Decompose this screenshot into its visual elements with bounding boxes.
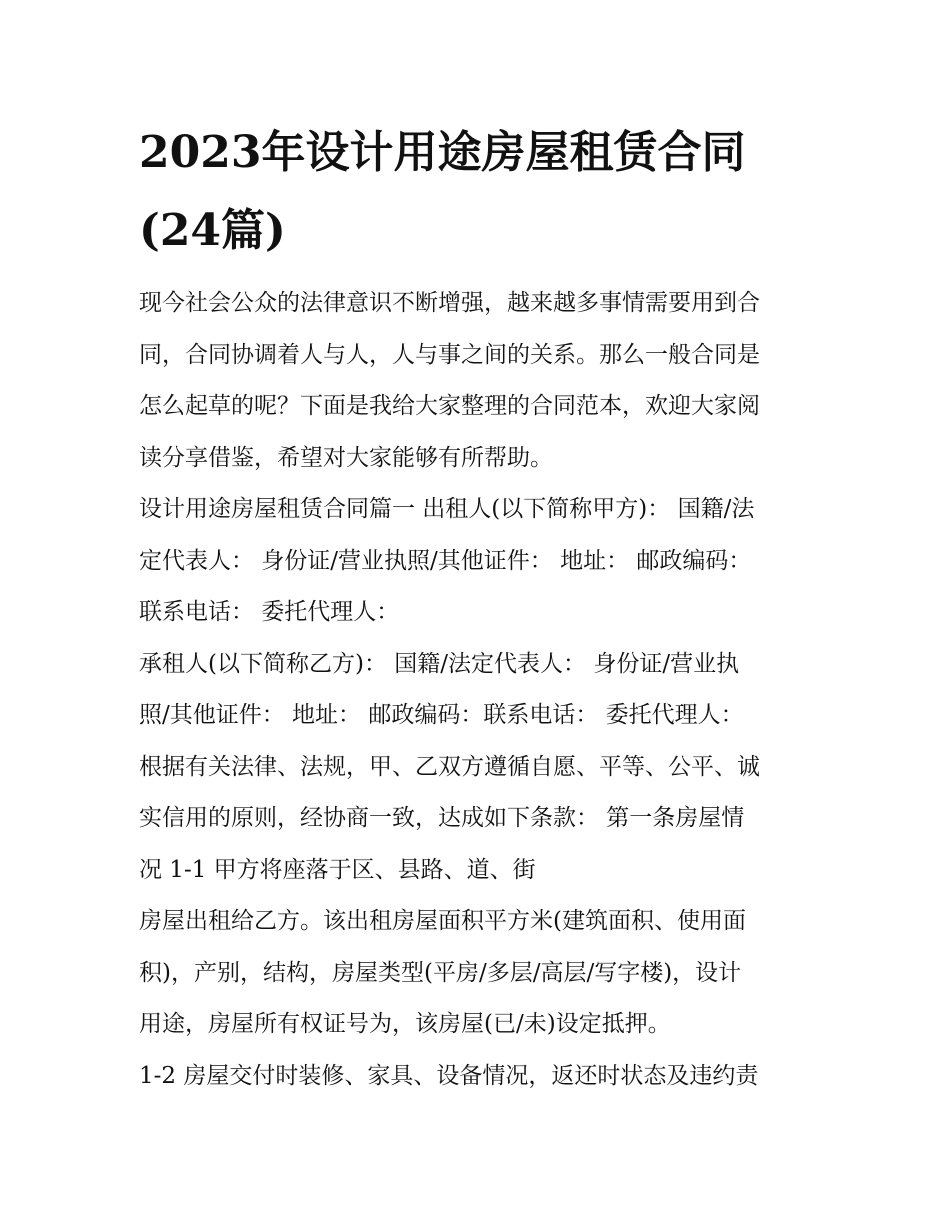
body-line: 照/其他证件： 地址： 邮政编码：联系电话： 委托代理人： [139, 702, 744, 728]
body-line: 用途，房屋所有权证号为，该房屋(已/未)设定抵押。 [139, 1011, 671, 1037]
body-line: 实信用的原则，经协商一致，达成如下条款： 第一条房屋情 [139, 805, 745, 831]
body-line: 定代表人： 身份证/营业执照/其他证件： 地址： 邮政编码： [139, 547, 752, 574]
body-line: 同，合同协调着人与人，人与事之间的关系。那么一般合同是 [139, 341, 760, 368]
body-line: 设计用途房屋租赁合同篇一 出租人(以下简称甲方)： 国籍/法 [139, 496, 755, 522]
body-line: 怎么起草的呢？下面是我给大家整理的合同范本，欢迎大家阅 [139, 393, 760, 419]
body-line: 现今社会公众的法律意识不断增强，越来越多事情需要用到合 [139, 290, 760, 316]
body-line: 读分享借鉴，希望对大家能够有所帮助。 [139, 444, 553, 471]
document-title [139, 114, 819, 270]
body-line: 承租人(以下简称乙方)： 国籍/法定代表人： 身份证/营业执 [139, 650, 740, 677]
body-line: 根据有关法律、法规，甲、乙双方遵循自愿、平等、公平、诚 [139, 753, 760, 780]
body-line: 联系电话： 委托代理人： [139, 599, 400, 625]
body-line: 况 1-1 甲方将座落于区、县路、道、街 [139, 856, 536, 883]
body-line: 积)，产别，结构，房屋类型(平房/多层/高层/写字楼)，设计 [139, 959, 742, 986]
title-line-2: (24篇) [139, 205, 286, 256]
body-line: 1-2 房屋交付时装修、家具、设备情况，返还时状态及违约责 [139, 1062, 759, 1089]
title-line-1: 2023年设计用途房屋租赁合同 [139, 127, 746, 178]
document-body [139, 278, 829, 1102]
body-line: 房屋出租给乙方。该出租房屋面积平方米(建筑面积、使用面 [139, 908, 746, 934]
